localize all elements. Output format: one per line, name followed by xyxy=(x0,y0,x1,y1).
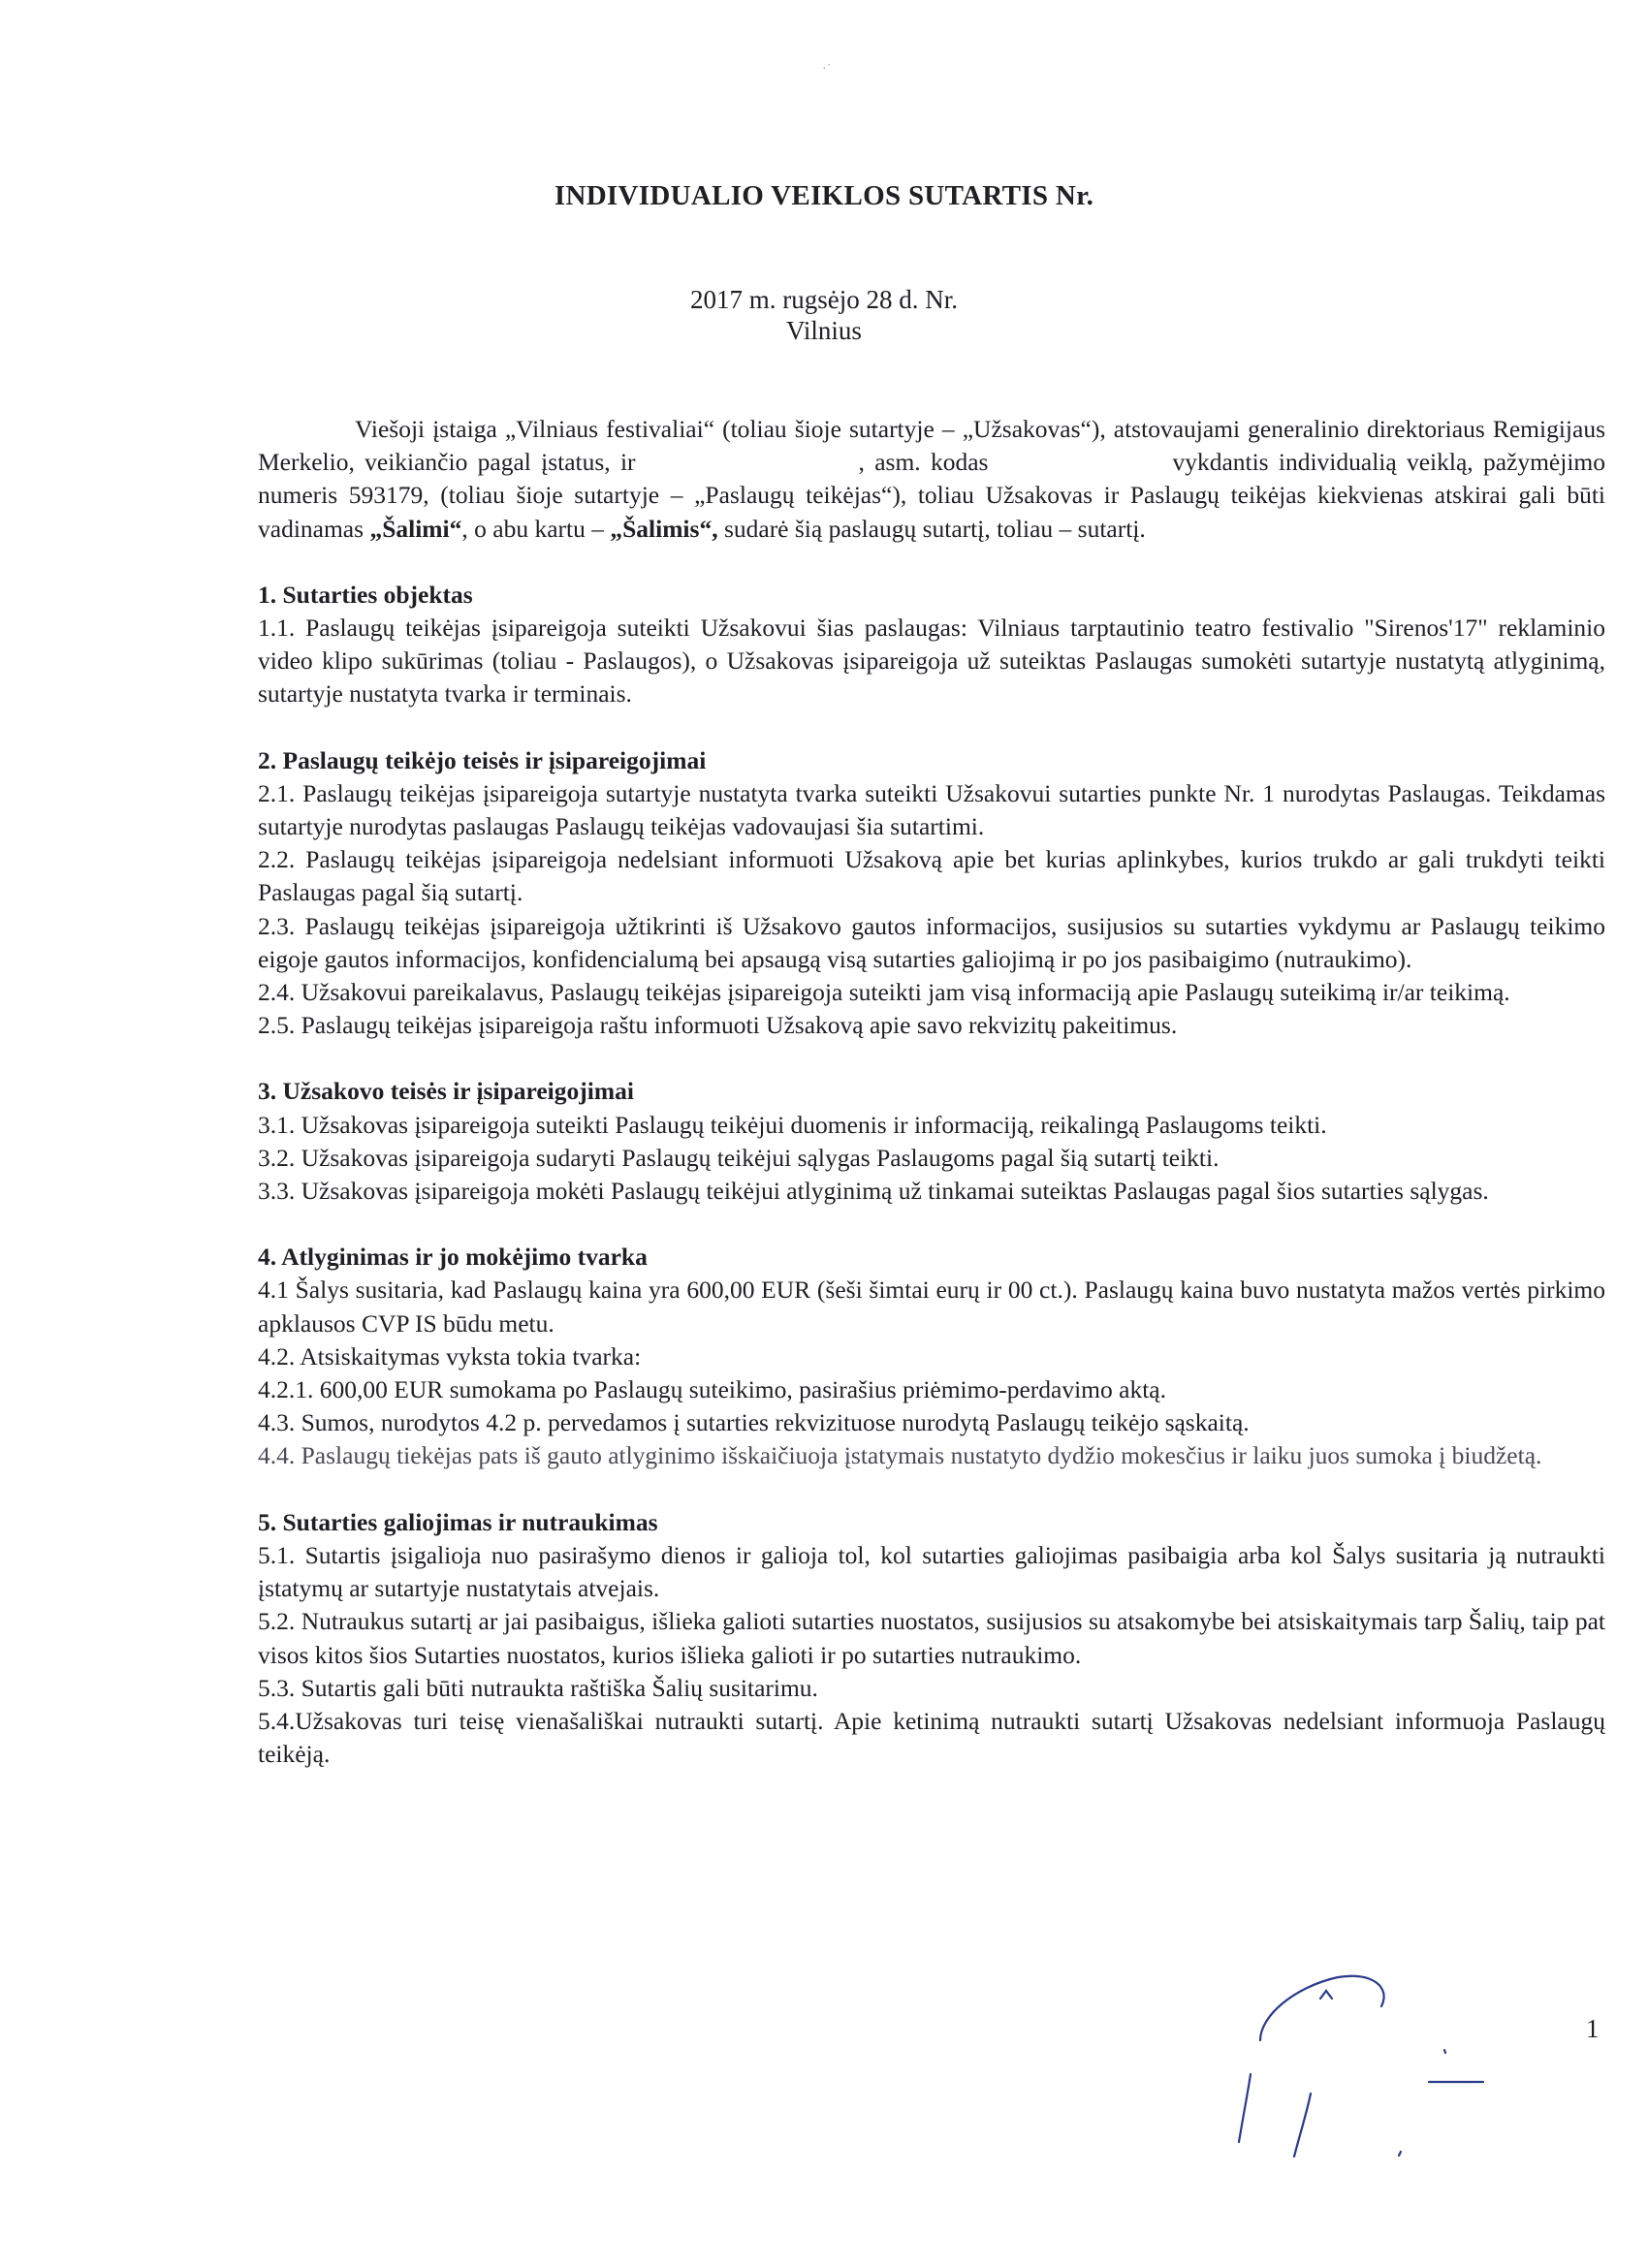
document-title: INDIVIDUALIO VEIKLOS SUTARTIS Nr. xyxy=(554,180,1094,211)
handwritten-signature xyxy=(1202,1948,1512,2161)
clause-5-3: 5.3. Sutartis gali būti nutraukta raštiška Šalių susitarimu. xyxy=(258,1673,818,1702)
section-4-title: 4. Atlyginimas ir jo mokėjimo tvarka xyxy=(258,1243,648,1272)
clause-3-1: 3.1. Užsakovas įsipareigoja suteikti Paslaugų teikėjui duomenis ir informaciją, reikalingą Paslaugoms teikti. xyxy=(258,1110,1327,1139)
clause-4-2: 4.2. Atsiskaitymas vyksta tokia tvarka: xyxy=(258,1341,642,1370)
intro-paragraph: Viešoji įstaiga „Vilniaus festivaliai“ (toliau šioje sutartyje – „Užsakovas“), atstovaujami generalinio direktoriaus Remigijaus Merkelio, veikiančio pagal įstatus, ir , asm. kodas vykdantis individualią veiklą, pažymėjimo numeris 593179, (toliau šioje sutartyje – „Paslaugų teikėjas“), toliau Užsakovas ir Paslaugų teikėjas kiekvienas atskirai gali būti vadinamas „Šalimi“, o abu kartu – „Šalimis“, sudarė šią paslaugų sutartį, toliau – sutartį. xyxy=(258,415,1605,543)
clause-4-3: 4.3. Sumos, nurodytos 4.2 p. pervedamos į sutarties rekvizituose nurodytą Paslaugų teikėjo sąskaitą. xyxy=(258,1408,1250,1437)
clause-1-1: 1.1. Paslaugų teikėjas įsipareigoja suteikti Užsakovui šias paslaugas: Vilniaus tarptautinio teatro festivalio "Sirenos'17" reklaminio video klipo sukūrimas (toliau - Paslaugos), o Užsakovas įsipareigoja už suteiktas Paslaugas sumokėti sutartyje nustatytą atlyginimą, sutartyje nustatyta tvarka ir terminais. xyxy=(258,614,1605,709)
section-1-title: 1. Sutarties objektas xyxy=(258,580,473,609)
scan-speck: ·˙ xyxy=(822,62,832,77)
clause-5-2: 5.2. Nutraukus sutartį ar jai pasibaigus, išlieka galioti sutarties nuostatos, susijusios su atsakomybe bei atsiskaitymais tarp Šalių, taip pat visos kitos šios Sutarties nuostatos, kurios išlieka galioti ir po sutarties nutraukimo. xyxy=(258,1607,1605,1669)
section-5-title: 5. Sutarties galiojimas ir nutraukimas xyxy=(258,1507,658,1536)
clause-3-2: 3.2. Užsakovas įsipareigoja sudaryti Paslaugų teikėjui sąlygas Paslaugoms pagal šią sutartį teikti. xyxy=(258,1143,1220,1172)
clause-4-1: 4.1 Šalys susitaria, kad Paslaugų kaina yra 600,00 EUR (šeši šimtai eurų ir 00 ct.). Paslaugų kaina buvo nustatyta mažos vertės pirkimo apklausos CVP IS būdu metu. xyxy=(258,1276,1605,1338)
section-3-title: 3. Užsakovo teisės ir įsipareigojimai xyxy=(258,1077,634,1106)
clause-5-1: 5.1. Sutartis įsigalioja nuo pasirašymo dienos ir galioja tol, kol sutarties galiojimas pasibaigia arba kol Šalys susitaria ją nutraukti įstatymų ar sutartyje nustatytais atvejais. xyxy=(258,1540,1605,1603)
page-number: 1 xyxy=(1586,2014,1600,2043)
section-2-title: 2. Paslaugų teikėjo teisės ir įsipareigojimai xyxy=(258,745,707,774)
city-line: Vilnius xyxy=(786,316,862,345)
clause-4-4: 4.4. Paslaugų tiekėjas pats iš gauto atlyginimo išskaičiuoja įstatymais nustatyto dydžio mokesčius ir laiku juos sumoka į biudžetą. xyxy=(258,1441,1542,1470)
date-line: 2017 m. rugsėjo 28 d. Nr. xyxy=(690,285,958,314)
clause-2-4: 2.4. Užsakovui pareikalavus, Paslaugų teikėjas įsipareigoja suteikti jam visą informaciją apie Paslaugų suteikimą ir/ar teikimą. xyxy=(258,978,1510,1007)
clause-2-2: 2.2. Paslaugų teikėjas įsipareigoja nedelsiant informuoti Užsakovą apie bet kurias aplinkybes, kurios trukdo ar gali trukdyti teikti Paslaugas pagal šią sutartį. xyxy=(258,845,1605,907)
clause-3-3: 3.3. Užsakovas įsipareigoja mokėti Paslaugų teikėjui atlyginimą už tinkamai suteiktas Paslaugas pagal šios sutarties sąlygas. xyxy=(258,1177,1489,1206)
contract-body xyxy=(258,413,1605,1771)
clause-2-3: 2.3. Paslaugų teikėjas įsipareigoja užtikrinti iš Užsakovo gautos informacijos, susijusios su sutarties vykdymu ar Paslaugų teikimo eigoje gautos informacijos, konfidencialumą bei apsaugą visą sutarties galiojimą ir po jos pasibaigimo (nutraukimo). xyxy=(258,911,1605,973)
clause-2-1: 2.1. Paslaugų teikėjas įsipareigoja sutartyje nustatyta tvarka suteikti Užsakovui sutarties punkte Nr. 1 nurodytas Paslaugas. Teikdamas sutartyje nurodytas paslaugas Paslaugų teikėjas vadovaujasi šia sutartimi. xyxy=(258,778,1605,841)
clause-4-2-1: 4.2.1. 600,00 EUR sumokama po Paslaugų suteikimo, pasirašius priėmimo-perdavimo aktą. xyxy=(258,1375,1166,1404)
clause-5-4: 5.4.Užsakovas turi teisę vienašališkai nutraukti sutartį. Apie ketinimą nutraukti sutartį Užsakovas nedelsiant informuoja Paslaugų teikėją. xyxy=(258,1706,1605,1769)
clause-2-5: 2.5. Paslaugų teikėjas įsipareigoja raštu informuoti Užsakovą apie savo rekvizitų pakeitimus. xyxy=(258,1011,1178,1040)
